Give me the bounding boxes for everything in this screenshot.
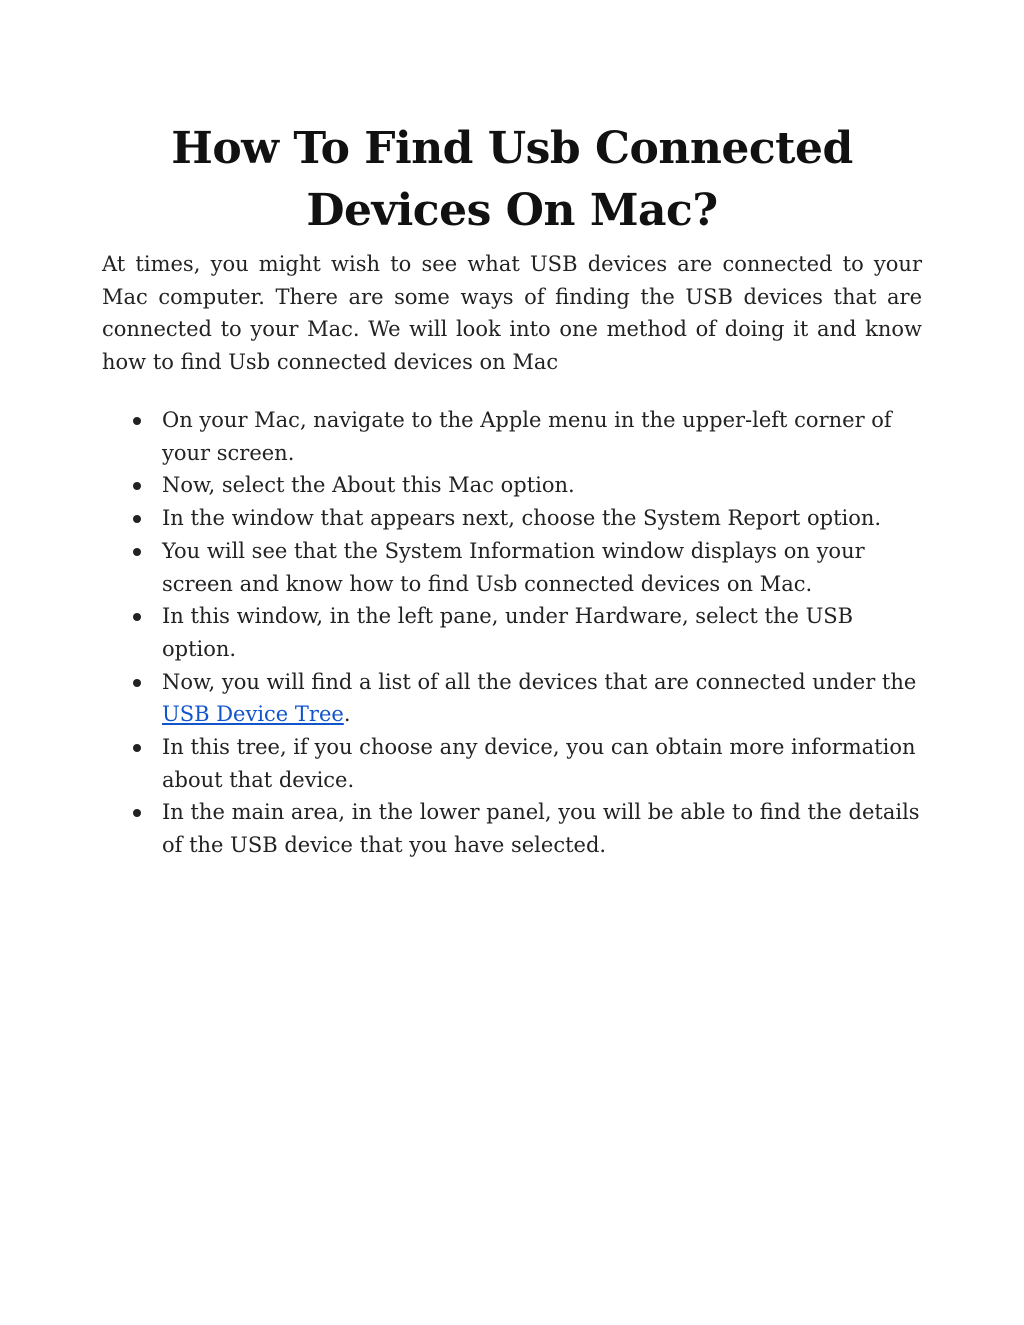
list-item xyxy=(162,404,922,469)
bullet-icon xyxy=(133,548,141,556)
bullet-icon xyxy=(133,679,141,687)
list-item-text: Now, select the About this Mac option. xyxy=(162,473,575,498)
bullet-icon xyxy=(133,744,141,752)
list-item xyxy=(162,731,922,796)
list-item xyxy=(162,796,922,861)
list-item-text: In the main area, in the lower panel, you will be able to find the details of the USB device that you have selected. xyxy=(162,800,920,858)
intro-paragraph: At times, you might wish to see what USB devices are connected to your Mac computer. There are some ways of finding the USB devices that are connected to your Mac. We will look into one method of doing it and know how to find Usb connected devices on Mac xyxy=(102,252,922,374)
usb-device-tree-link[interactable]: USB Device Tree xyxy=(162,702,344,727)
list-item xyxy=(162,666,922,731)
steps-list xyxy=(102,404,922,862)
list-item-text-before: Now, you will find a list of all the devices that are connected under the xyxy=(162,669,917,694)
bullet-icon xyxy=(133,809,141,817)
bullet-icon xyxy=(133,613,141,621)
document-title: How To Find Usb Connected Devices On Mac? xyxy=(171,123,853,236)
list-item-text: On your Mac, navigate to the Apple menu in the upper-left corner of your screen. xyxy=(162,408,892,465)
bullet-icon xyxy=(133,417,141,425)
document-page xyxy=(102,118,922,862)
list-item xyxy=(162,600,922,665)
list-item xyxy=(162,535,922,600)
list-item-text-after: . xyxy=(343,702,351,727)
list-item xyxy=(162,502,922,535)
list-item-text: In the window that appears next, choose the System Report option. xyxy=(162,506,882,531)
list-item-text: In this window, in the left pane, under Hardware, select the USB option. xyxy=(162,604,854,661)
list-item xyxy=(162,469,922,502)
list-item-text: You will see that the System Information window displays on your screen and know how to find Usb connected devices on Mac. xyxy=(162,538,865,596)
bullet-icon xyxy=(133,482,141,490)
bullet-icon xyxy=(133,515,141,523)
list-item-text xyxy=(162,670,916,727)
list-item-text: In this tree, if you choose any device, you can obtain more information about that device. xyxy=(162,735,916,792)
